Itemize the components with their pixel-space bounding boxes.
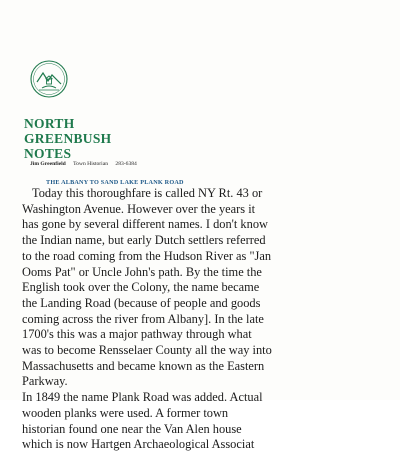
article-body <box>22 186 284 453</box>
seal-graphic <box>28 58 70 100</box>
article-line: which is now Hartgen Archaeological Associat <box>22 437 255 452</box>
seal-hills <box>37 73 61 84</box>
article-line: Today this thoroughfare is called NY Rt. 43 or <box>32 186 263 200</box>
seal-river <box>42 86 56 88</box>
byline <box>30 161 143 167</box>
article-headline: THE ALBANY TO SAND LAKE PLANK ROAD <box>46 179 184 186</box>
author-phone: 283-6384 <box>115 161 137 167</box>
article-line: the Landing Road (because of people and goods <box>22 295 261 310</box>
article-line: historian found one near the Van Alen house <box>22 421 242 436</box>
masthead-title <box>24 116 224 161</box>
author-name: Jim Greenfield <box>30 161 66 167</box>
author-role: Town Historian <box>73 161 108 167</box>
article-line: Massachusetts and became known as the Eastern <box>22 358 265 373</box>
masthead-line-3: NOTES <box>24 146 72 161</box>
north-greenbush-seal-icon <box>28 58 70 100</box>
article-line: was to become Rensselaer County all the way into <box>22 343 272 358</box>
masthead-line-1: NORTH <box>24 116 75 131</box>
article-line: Parkway. <box>22 374 68 389</box>
article-line: coming across the river from Albany]. In the late <box>22 311 264 326</box>
article-line: has gone by several different names. I don't know <box>22 217 268 232</box>
article-line: to the road coming from the Hudson River as "Jan <box>22 248 272 263</box>
article-line: In 1849 the name Plank Road was added. Actual <box>22 390 263 405</box>
article-line: English took over the Colony, the name became <box>22 280 260 295</box>
article-line: 1700's this was a major pathway through what <box>22 327 252 342</box>
article-line: wooden planks were used. A former town <box>22 405 229 420</box>
article-line: the Indian name, but early Dutch settlers referred <box>22 233 266 248</box>
article-line: Washington Avenue. However over the years it <box>22 201 256 216</box>
article-line: Ooms Pat" or Uncle John's path. By the time the <box>22 264 262 279</box>
masthead-line-2: GREENBUSH <box>24 131 112 146</box>
